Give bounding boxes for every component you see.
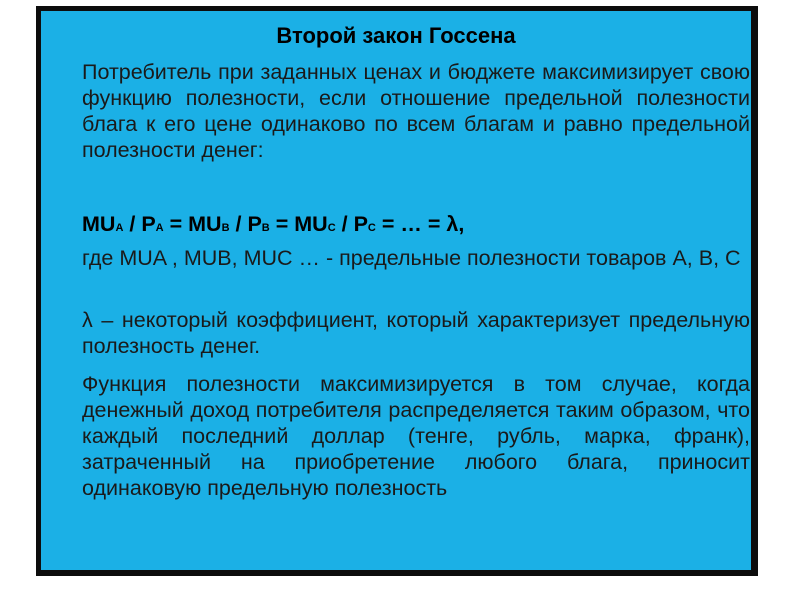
bullet-marker-icon — [46, 63, 60, 80]
bullet-marker-icon — [46, 215, 60, 232]
paragraph-definition: Потребитель при заданных ценах и бюджете максимизирует свою функцию полезности, если отношение предельной полезности блага к его цене одинаково по всем благам и равно предельной полезности денег: — [82, 60, 750, 162]
formula: MUA / PA = MUB / PB = MUC / PC = … = λ, — [82, 212, 465, 236]
bullet-marker-icon — [46, 249, 60, 266]
slide-panel — [36, 6, 758, 576]
paragraph-lambda: λ – некоторый коэффициент, который характеризует предельную полезность денег. — [82, 308, 750, 358]
paragraph-where: где MUA , MUB, MUC … - предельные полезности товаров А, В, С — [82, 246, 741, 270]
slide-title: Второй закон Госсена — [276, 23, 516, 48]
paragraph-utility: Функция полезности максимизируется в том случае, когда денежный доход потребителя распределяется таким образом, что каждый последний доллар (тенге, рубль, марка, франк), затраченный на приобретение любого блага, приносит одинаковую предельную полезность — [82, 372, 750, 500]
bullet-marker-icon — [46, 375, 60, 392]
bullet-marker-icon — [46, 311, 60, 328]
